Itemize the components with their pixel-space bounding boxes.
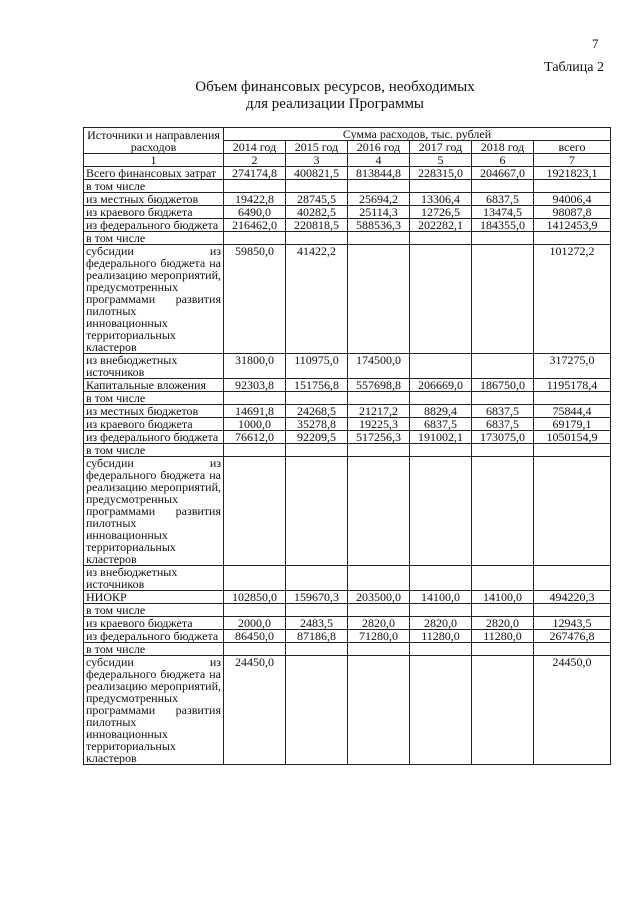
row-label: из местных бюджетов: [84, 405, 224, 418]
row-label: из краевого бюджета: [84, 206, 224, 219]
table-row: [84, 617, 611, 630]
title-line-1: Объем финансовых ресурсов, необходимых: [195, 79, 475, 95]
value-cell: 184355,0: [472, 219, 534, 232]
value-cell: [472, 444, 534, 457]
row-label: из местных бюджетов: [84, 193, 224, 206]
value-cell: 19422,8: [224, 193, 286, 206]
value-cell: [410, 180, 472, 193]
table-row: [84, 457, 611, 566]
value-cell: 216462,0: [224, 219, 286, 232]
row-label: из федерального бюджета: [84, 630, 224, 643]
row-label: НИОКР: [84, 591, 224, 604]
table-row: [84, 167, 611, 180]
row-label: в том числе: [84, 392, 224, 405]
value-cell: 517256,3: [348, 431, 410, 444]
total-cell: [534, 643, 611, 656]
row-label: в том числе: [84, 604, 224, 617]
value-cell: 2483,5: [286, 617, 348, 630]
value-cell: 40282,5: [286, 206, 348, 219]
value-cell: 173075,0: [472, 431, 534, 444]
table-row: [84, 405, 611, 418]
column-number: 6: [472, 154, 534, 167]
row-label: субсидии из федерального бюджета на реализацию мероприятий, предусмотренных программами развития пилотных инновационных территориальных кластеров: [84, 457, 224, 566]
value-cell: [286, 656, 348, 765]
value-cell: [286, 180, 348, 193]
total-cell: [534, 566, 611, 591]
value-cell: [472, 566, 534, 591]
page-number: 7: [592, 36, 599, 51]
value-cell: [224, 566, 286, 591]
total-cell: 317275,0: [534, 354, 611, 379]
value-cell: [472, 656, 534, 765]
value-cell: 31800,0: [224, 354, 286, 379]
table-row: [84, 206, 611, 219]
value-cell: [348, 232, 410, 245]
total-cell: 75844,4: [534, 405, 611, 418]
table-row: [84, 656, 611, 765]
table-row: [84, 354, 611, 379]
value-cell: 24268,5: [286, 405, 348, 418]
column-number: 2: [224, 154, 286, 167]
value-cell: [224, 180, 286, 193]
title-line-2: для реализации Программы: [245, 96, 425, 112]
table-row: [84, 232, 611, 245]
table-row: [84, 180, 611, 193]
value-cell: [410, 604, 472, 617]
total-header: всего: [534, 141, 611, 154]
row-label: из краевого бюджета: [84, 617, 224, 630]
table-row: [84, 431, 611, 444]
row-label: из краевого бюджета: [84, 418, 224, 431]
sum-group-header: Сумма расходов, тыс. рублей: [224, 128, 611, 141]
value-cell: 14691,8: [224, 405, 286, 418]
year-header: 2014 год: [224, 141, 286, 154]
total-cell: 98087,8: [534, 206, 611, 219]
row-label: из внебюджетных источников: [84, 354, 224, 379]
table-row: [84, 245, 611, 354]
table-row: [84, 392, 611, 405]
value-cell: [348, 604, 410, 617]
row-label: в том числе: [84, 180, 224, 193]
value-cell: [472, 643, 534, 656]
value-cell: 41422,2: [286, 245, 348, 354]
column-number: 5: [410, 154, 472, 167]
year-header: 2018 год: [472, 141, 534, 154]
value-cell: [286, 232, 348, 245]
value-cell: 110975,0: [286, 354, 348, 379]
value-cell: 28745,5: [286, 193, 348, 206]
value-cell: 204667,0: [472, 167, 534, 180]
value-cell: 11280,0: [410, 630, 472, 643]
value-cell: [224, 232, 286, 245]
finance-table: [83, 127, 611, 765]
value-cell: [348, 566, 410, 591]
table-row: [84, 379, 611, 392]
total-cell: [534, 444, 611, 457]
source-column-header: Источники и направления расходов: [84, 128, 224, 154]
value-cell: 6837,5: [472, 193, 534, 206]
total-cell: 494220,3: [534, 591, 611, 604]
column-number-row: [84, 154, 611, 167]
value-cell: 35278,8: [286, 418, 348, 431]
value-cell: 21217,2: [348, 405, 410, 418]
value-cell: 813844,8: [348, 167, 410, 180]
value-cell: 14100,0: [472, 591, 534, 604]
value-cell: 76612,0: [224, 431, 286, 444]
value-cell: 274174,8: [224, 167, 286, 180]
row-label: в том числе: [84, 444, 224, 457]
value-cell: [472, 392, 534, 405]
row-label: Капитальные вложения: [84, 379, 224, 392]
total-cell: [534, 180, 611, 193]
value-cell: 19225,3: [348, 418, 410, 431]
value-cell: 400821,5: [286, 167, 348, 180]
year-header: 2016 год: [348, 141, 410, 154]
value-cell: 2820,0: [472, 617, 534, 630]
row-label: Всего финансовых затрат: [84, 167, 224, 180]
value-cell: 92209,5: [286, 431, 348, 444]
table-row: [84, 219, 611, 232]
value-cell: 174500,0: [348, 354, 410, 379]
value-cell: 206669,0: [410, 379, 472, 392]
total-cell: 1050154,9: [534, 431, 611, 444]
total-cell: 101272,2: [534, 245, 611, 354]
total-cell: 24450,0: [534, 656, 611, 765]
value-cell: 2000,0: [224, 617, 286, 630]
row-label: в том числе: [84, 643, 224, 656]
value-cell: 13306,4: [410, 193, 472, 206]
value-cell: 203500,0: [348, 591, 410, 604]
value-cell: [410, 245, 472, 354]
total-cell: 69179,1: [534, 418, 611, 431]
value-cell: [410, 444, 472, 457]
value-cell: 2820,0: [410, 617, 472, 630]
value-cell: 588536,3: [348, 219, 410, 232]
value-cell: [286, 444, 348, 457]
value-cell: 228315,0: [410, 167, 472, 180]
value-cell: [286, 604, 348, 617]
value-cell: [224, 643, 286, 656]
table-row: [84, 193, 611, 206]
value-cell: 1000,0: [224, 418, 286, 431]
row-label: из федерального бюджета: [84, 431, 224, 444]
value-cell: 13474,5: [472, 206, 534, 219]
value-cell: [348, 444, 410, 457]
table-row: [84, 444, 611, 457]
value-cell: 8829,4: [410, 405, 472, 418]
column-number: 4: [348, 154, 410, 167]
value-cell: [410, 457, 472, 566]
value-cell: 6837,5: [472, 418, 534, 431]
column-number: 3: [286, 154, 348, 167]
value-cell: [472, 354, 534, 379]
value-cell: 6490,0: [224, 206, 286, 219]
value-cell: [410, 392, 472, 405]
value-cell: [286, 392, 348, 405]
column-number: 7: [534, 154, 611, 167]
value-cell: [348, 457, 410, 566]
value-cell: 191002,1: [410, 431, 472, 444]
total-cell: 12943,5: [534, 617, 611, 630]
total-cell: 94006,4: [534, 193, 611, 206]
value-cell: [410, 232, 472, 245]
value-cell: [224, 457, 286, 566]
value-cell: [286, 457, 348, 566]
year-header: 2017 год: [410, 141, 472, 154]
table-row: [84, 418, 611, 431]
total-cell: [534, 604, 611, 617]
total-cell: 267476,8: [534, 630, 611, 643]
value-cell: 2820,0: [348, 617, 410, 630]
value-cell: 25694,2: [348, 193, 410, 206]
value-cell: [472, 232, 534, 245]
value-cell: [410, 656, 472, 765]
value-cell: [472, 604, 534, 617]
value-cell: 25114,3: [348, 206, 410, 219]
table-row: [84, 591, 611, 604]
row-label: в том числе: [84, 232, 224, 245]
value-cell: [348, 643, 410, 656]
value-cell: [472, 180, 534, 193]
value-cell: 12726,5: [410, 206, 472, 219]
value-cell: 186750,0: [472, 379, 534, 392]
value-cell: [472, 245, 534, 354]
value-cell: [286, 566, 348, 591]
value-cell: [348, 245, 410, 354]
row-label: субсидии из федерального бюджета на реализацию мероприятий, предусмотренных программами развития пилотных инновационных территориальных кластеров: [84, 656, 224, 765]
row-label: субсидии из федерального бюджета на реализацию мероприятий, предусмотренных программами развития пилотных инновационных территориальных кластеров: [84, 245, 224, 354]
header-row: [84, 128, 611, 141]
value-cell: 24450,0: [224, 656, 286, 765]
value-cell: [224, 444, 286, 457]
total-cell: 1921823,1: [534, 167, 611, 180]
value-cell: [410, 566, 472, 591]
value-cell: [286, 643, 348, 656]
value-cell: 87186,8: [286, 630, 348, 643]
table-row: [84, 604, 611, 617]
value-cell: 14100,0: [410, 591, 472, 604]
value-cell: [224, 604, 286, 617]
value-cell: [348, 656, 410, 765]
total-cell: 1412453,9: [534, 219, 611, 232]
page-title: [0, 79, 640, 113]
value-cell: 11280,0: [472, 630, 534, 643]
value-cell: [410, 643, 472, 656]
value-cell: 6837,5: [472, 405, 534, 418]
value-cell: 557698,8: [348, 379, 410, 392]
value-cell: 220818,5: [286, 219, 348, 232]
value-cell: [410, 354, 472, 379]
table-row: [84, 630, 611, 643]
value-cell: 6837,5: [410, 418, 472, 431]
table-row: [84, 643, 611, 656]
value-cell: [348, 392, 410, 405]
total-cell: 1195178,4: [534, 379, 611, 392]
value-cell: 86450,0: [224, 630, 286, 643]
value-cell: [472, 457, 534, 566]
total-cell: [534, 457, 611, 566]
value-cell: 102850,0: [224, 591, 286, 604]
value-cell: 92303,8: [224, 379, 286, 392]
total-cell: [534, 232, 611, 245]
value-cell: 71280,0: [348, 630, 410, 643]
row-label: из федерального бюджета: [84, 219, 224, 232]
year-header: 2015 год: [286, 141, 348, 154]
value-cell: 59850,0: [224, 245, 286, 354]
table-label: Таблица 2: [544, 60, 604, 75]
row-label: из внебюджетных источников: [84, 566, 224, 591]
value-cell: 159670,3: [286, 591, 348, 604]
table-row: [84, 566, 611, 591]
value-cell: [348, 180, 410, 193]
value-cell: [224, 392, 286, 405]
value-cell: 202282,1: [410, 219, 472, 232]
column-number: 1: [84, 154, 224, 167]
value-cell: 151756,8: [286, 379, 348, 392]
total-cell: [534, 392, 611, 405]
